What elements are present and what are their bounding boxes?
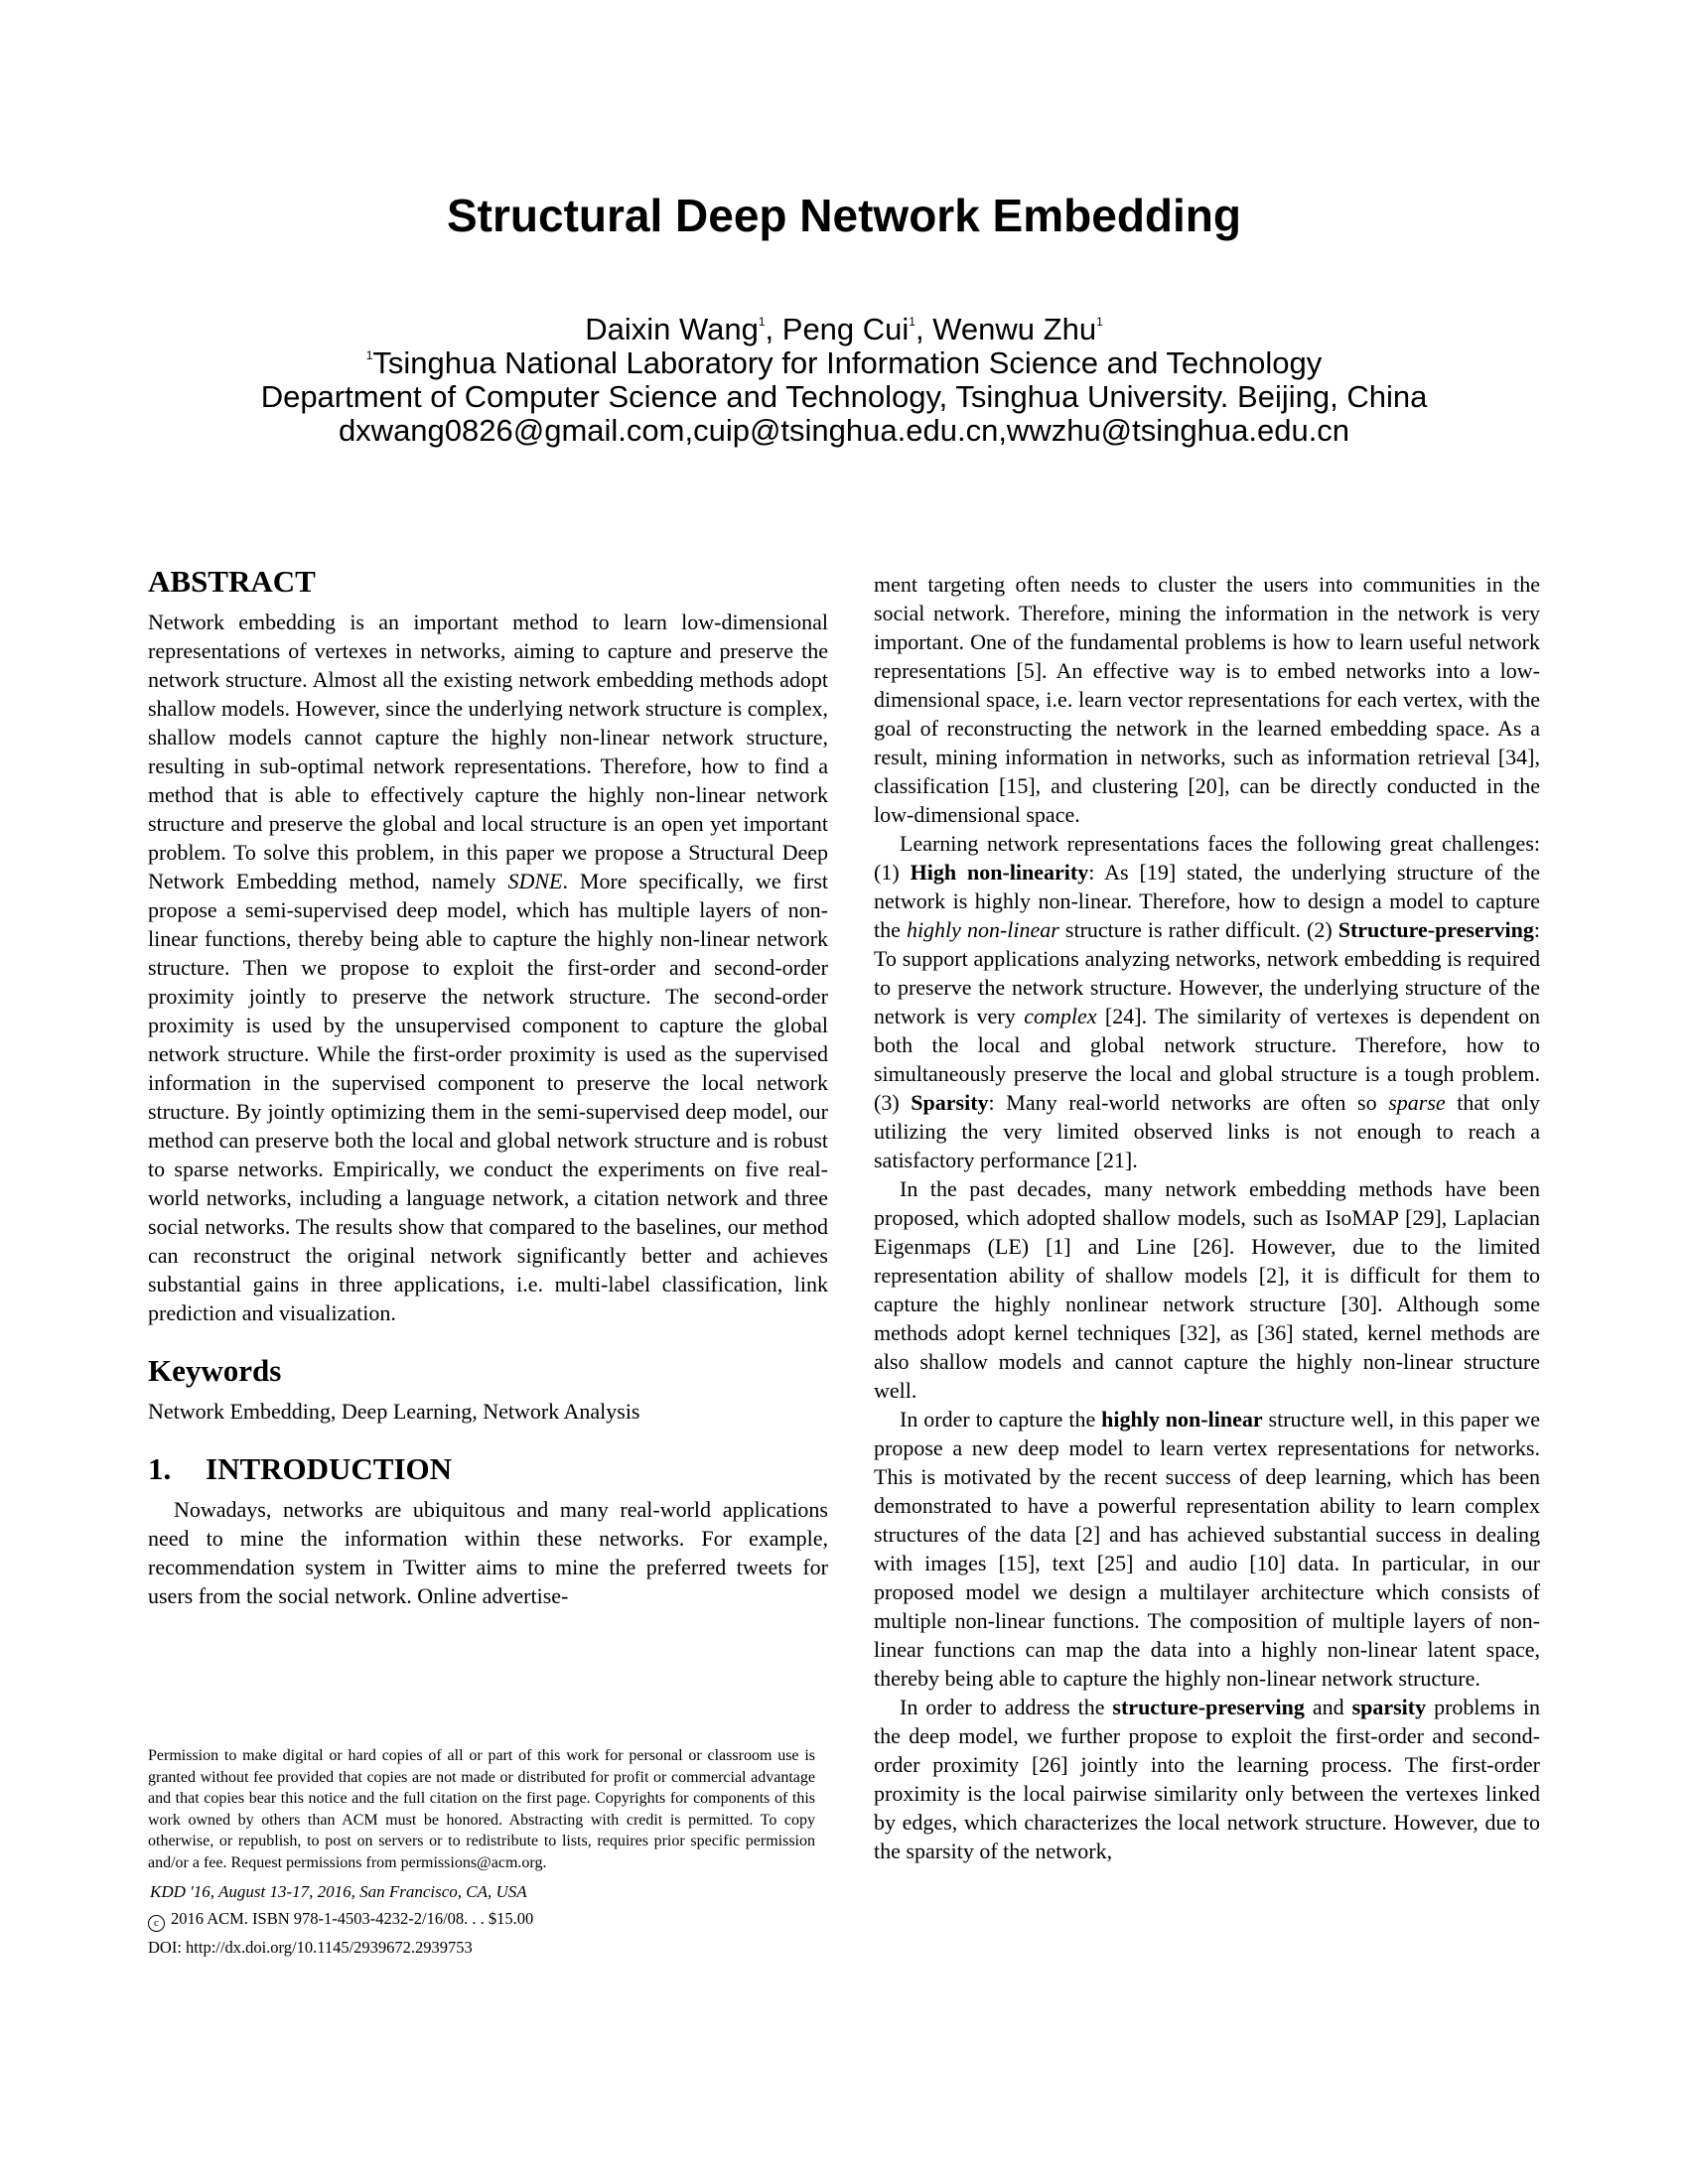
intro-paragraph-5: In order to address the structure-preserving and sparsity problems in the deep model, we further propose to exploit the first-order and second-order proximity [26] jointly into the learning process. The first-order proximity is the local pairwise similarity only between the vertexes linked by edges, which characterizes the local network structure. However, due to the sparsity of the network, bbox=[874, 1695, 1540, 1863]
author-name: Wenwu Zhu bbox=[932, 312, 1097, 346]
author-line bbox=[0, 313, 1688, 346]
doi-link[interactable]: DOI: http://dx.doi.org/10.1145/2939672.2939753 bbox=[148, 1937, 473, 1957]
intro-paragraph-2: Learning network representations faces the following great challenges: (1) High non-linearity: As [19] stated, the underlying structure of the network is highly non-linear. Therefore, how to design a model to capture the highly non-linear structure is rather difficult. (2) Structure-preserving: To support applications analyzing networks, network embedding is required to preserve the network structure. However, the underlying structure of the network is very complex [24]. The similarity of vertexes is dependent on both the local and global network structure. Therefore, how to simultaneously preserve the local and global structure is a tough problem. (3) Sparsity: Many real-world networks are often so sparse that only utilizing the very limited observed links is not enough to reach a satisfactory performance [21]. bbox=[874, 831, 1541, 1172]
paper-title: Structural Deep Network Embedding bbox=[446, 190, 1241, 241]
copyright-line: c 2016 ACM. ISBN 978-1-4503-4232-2/16/08. . . $15.00 bbox=[148, 1908, 815, 1932]
author-emails: dxwang0826@gmail.com,cuip@tsinghua.edu.cn,wwzhu@tsinghua.edu.cn bbox=[338, 413, 1350, 448]
affiliation-mark: 1 bbox=[909, 315, 915, 329]
keywords-text: Network Embedding, Deep Learning, Network Analysis bbox=[148, 1399, 640, 1424]
affiliation-text: Tsinghua National Laboratory for Information Science and Technology bbox=[372, 345, 1323, 380]
section-title: INTRODUCTION bbox=[206, 1451, 453, 1486]
author-separator: , bbox=[765, 312, 782, 346]
section-number: 1. bbox=[148, 1451, 172, 1486]
author-separator: , bbox=[914, 312, 933, 346]
left-column bbox=[148, 564, 828, 1610]
abstract-text: Network embedding is an important method to learn low-dimensional representations of vertexes in networks, aiming to capture and preserve the network structure. Almost all the existing network embedding methods adopt shallow models. However, since the underlying network structure is complex, shallow models cannot capture the highly non-linear network structure, resulting in sub-optimal network representations. Therefore, how to find a method that is able to effectively capture the highly non-linear network structure and preserve the global and local structure is an open yet important problem. To solve this problem, in this paper we propose a Structural Deep Network Embedding method, namely SDNE. More specifically, we first propose a semi-supervised deep model, which has multiple layers of non-linear functions, thereby being able to capture the highly non-linear network structure. Then we propose to exploit the first-order and second-order proximity jointly to preserve the network structure. The second-order proximity is used by the unsupervised component to capture the global network structure. While the first-order proximity is used as the supervised information in the supervised component to preserve the local network structure. By jointly optimizing them in the semi-supervised deep model, our method can preserve both the local and global network structure and is robust to sparse networks. Empirically, we conduct the experiments on five real-world networks, including a language network, a citation network and three social networks. The results show that compared to the baselines, our method can reconstruct the original network significantly better and achieves substantial gains in three applications, i.e. multi-label classification, link prediction and visualization. bbox=[148, 610, 828, 1325]
conference-info: KDD '16, August 13-17, 2016, San Francisco, CA, USA bbox=[150, 1882, 527, 1901]
right-column bbox=[874, 570, 1540, 1865]
copyright-icon: c bbox=[148, 1915, 165, 1932]
introduction-heading bbox=[148, 1451, 828, 1487]
abstract-heading: ABSTRACT bbox=[148, 564, 316, 599]
affiliation-mark: 1 bbox=[1096, 315, 1103, 329]
keywords-heading: Keywords bbox=[148, 1353, 282, 1388]
intro-paragraph-1: Nowadays, networks are ubiquitous and many real-world applications need to mine the information within these networks. For example, recommendation system in Twitter aims to mine the preferred tweets for users from the social network. Online advertise- bbox=[148, 1497, 828, 1608]
affiliation-line-2: Department of Computer Science and Technology, Tsinghua University. Beijing, China bbox=[260, 379, 1428, 414]
author-name: Peng Cui bbox=[781, 312, 910, 346]
affiliation-mark: 1 bbox=[365, 348, 373, 362]
intro-paragraph-1-continued: ment targeting often needs to cluster the users into communities in the social network. Therefore, mining the information in the network is very important. One of the fundamental problems is how to learn useful network representations [5]. An effective way is to embed networks into a low-dimensional space, i.e. learn vector representations for each vertex, with the goal of reconstructing the network in the learned embedding space. As a result, mining information in networks, such as information retrieval [34], classification [15], and clustering [20], can be directly conducted in the low-dimensional space. bbox=[874, 572, 1540, 827]
method-name: SDNE bbox=[507, 869, 563, 893]
author-name: Daixin Wang bbox=[585, 312, 759, 346]
intro-paragraph-4: In order to capture the highly non-linear structure well, in this paper we propose a new deep model to learn vertex representations for networks. This is motivated by the recent success of deep learning, which has been demonstrated to have a powerful representation ability to learn complex structures of the data [2] and has achieved substantial success in dealing with images [15], text [25] and audio [10] data. In particular, in our proposed model we design a multilayer architecture which consists of multiple non-linear functions. The composition of multiple layers of non-linear functions can map the data into a highly non-linear latent space, thereby being able to capture the highly non-linear network structure. bbox=[874, 1407, 1540, 1691]
copyright-footnote bbox=[148, 1745, 815, 1958]
affiliation-line-1 bbox=[0, 346, 1688, 380]
intro-paragraph-3: In the past decades, many network embedding methods have been proposed, which adopted shallow models, such as IsoMAP [29], Laplacian Eigenmaps (LE) [1] and Line [26]. However, due to the limited representation ability of shallow models [2], it is difficult for them to capture the highly nonlinear network structure [30]. Although some methods adopt kernel techniques [32], as [36] stated, kernel methods are also shallow models and cannot capture the highly non-linear structure well. bbox=[874, 1176, 1540, 1403]
affiliation-mark: 1 bbox=[758, 315, 766, 329]
author-block bbox=[0, 313, 1688, 448]
permission-notice: Permission to make digital or hard copies of all or part of this work for personal or classroom use is granted without fee provided that copies are not made or distributed for profit or commercial advantage and that copies bear this notice and the full citation on the first page. Copyrights for components of this work owned by others than ACM must be honored. Abstracting with credit is permitted. To copy otherwise, or republish, to post on servers or to redistribute to lists, requires prior specific permission and/or a fee. Request permissions from permissions@acm.org. bbox=[148, 1747, 815, 1871]
